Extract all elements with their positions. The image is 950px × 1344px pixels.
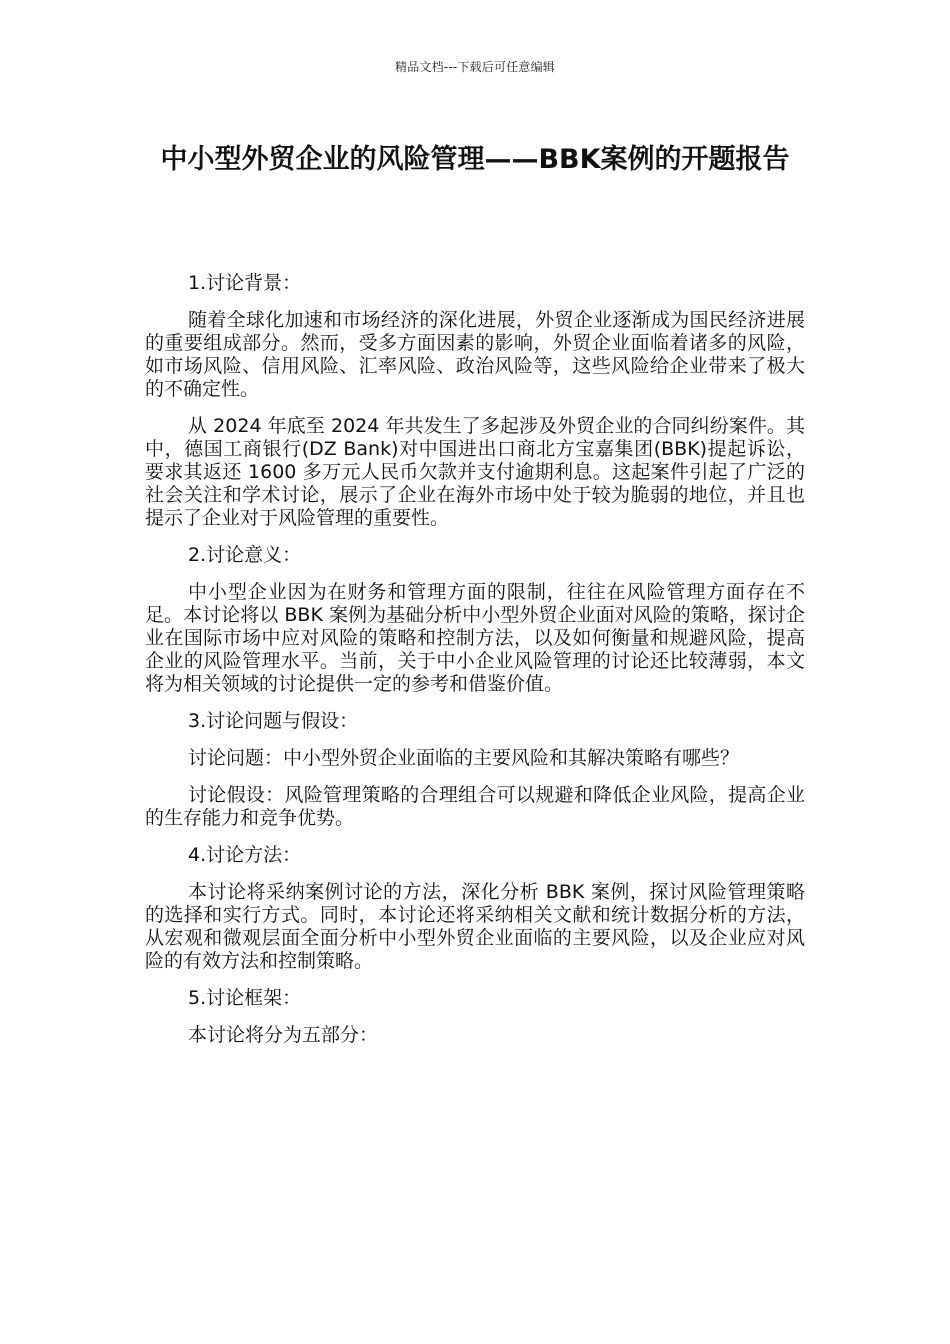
paragraph-significance: 中小型企业因为在财务和管理方面的限制，往往在风险管理方面存在不足。本讨论将以 BBK 案例为基础分析中小型外贸企业面对风险的策略，探讨企业在国际市场中应对风险的策略和控制方法，以及如何衡量和规避风险，提高企业的风险管理水平。当前，关于中小企业风险管理的讨论还比较薄弱，本文将为相关领域的讨论提供一定的参考和借鉴价值。 [145,581,805,695]
paragraph-methods: 本讨论将采纳案例讨论的方法，深化分析 BBK 案例，探讨风险管理策略的选择和实行方式。同时，本讨论还将采纳相关文献和统计数据分析的方法，从宏观和微观层面全面分析中小型外贸企业面临的主要风险，以及企业应对风险的有效方法和控制策略。 [145,881,805,972]
paragraph-hypothesis: 讨论假设：风险管理策略的合理组合可以规避和降低企业风险，提高企业的生存能力和竞争优势。 [145,784,805,829]
page-header-watermark: 精品文档---下载后可任意编辑 [395,60,555,74]
paragraph-background-1: 随着全球化加速和市场经济的深化进展，外贸企业逐渐成为国民经济进展的重要组成部分。然而，受多方面因素的影响，外贸企业面临着诸多的风险，如市场风险、信用风险、汇率风险、政治风险等，这些风险给企业带来了极大的不确定性。 [145,309,805,400]
paragraph-background-2: 从 2024 年底至 2024 年共发生了多起涉及外贸企业的合同纠纷案件。其中，德国工商银行(DZ Bank)对中国进出口商北方宝嘉集团(BBK)提起诉讼，要求其返还 1600 多万元人民币欠款并支付逾期利息。这起案件引起了广泛的社会关注和学术讨论，展示了企业在海外市场中处于较为脆弱的地位，并且也提示了企业对于风险管理的重要性。 [145,415,805,529]
document-body [145,272,805,1061]
section-heading-significance: 2.讨论意义： [188,544,302,566]
section-heading-methods: 4.讨论方法： [188,844,302,866]
section-heading-background: 1.讨论背景： [188,272,302,294]
paragraph-framework: 本讨论将分为五部分： [188,1024,379,1046]
paragraph-research-question: 讨论问题：中小型外贸企业面临的主要风险和其解决策略有哪些？ [188,747,740,769]
document-title: 中小型外贸企业的风险管理——BBK案例的开题报告 [160,144,790,175]
section-heading-questions: 3.讨论问题与假设： [188,710,359,732]
section-heading-framework: 5.讨论框架： [188,987,302,1009]
